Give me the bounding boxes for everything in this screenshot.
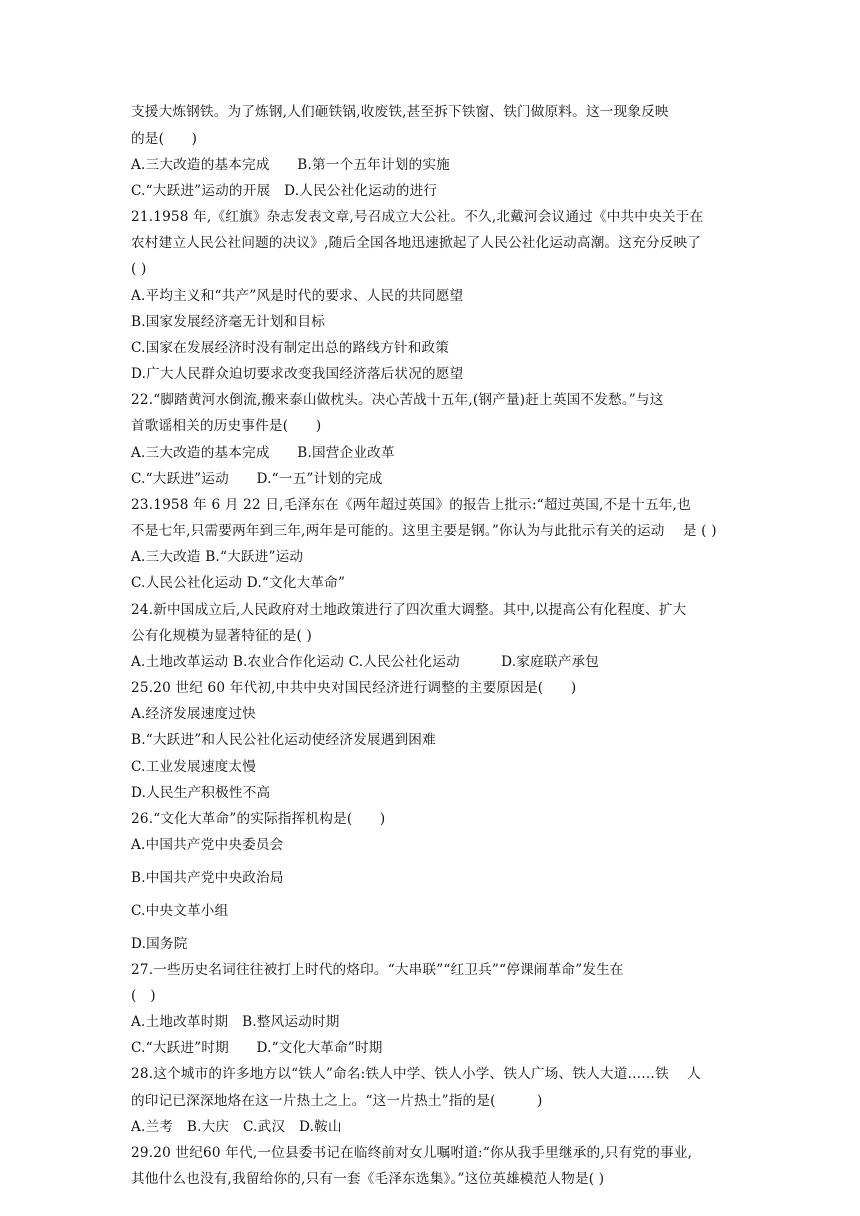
text-line: A.三大改造的基本完成 B.国营企业改革: [131, 445, 395, 461]
text-line: 27.一些历史名词往往被打上时代的烙印。“大串联”“红卫兵”“停课闹革命”发生在: [131, 962, 624, 978]
text-line: C.工业发展速度太慢: [131, 759, 256, 775]
text-line: 首歌谣相关的历史事件是( ): [131, 418, 322, 434]
text-line: B.“大跃进”和人民公社化运动使经济发展遇到困难: [131, 732, 436, 748]
text-line: 21.1958 年,《红旗》杂志发表文章,号召成立大公社。不久,北戴河会议通过《中共中央关于在: [131, 209, 704, 225]
text-line: 23.1958 年 6 月 22 日,毛泽东在《两年超过英国》的报告上批示:“超过英国,不是十五年,也: [131, 497, 691, 513]
text-line: ( ): [131, 988, 156, 1004]
text-line: A.三大改造 B.“大跃进”运动: [131, 549, 304, 565]
text-line: A.平均主义和“共产”风是时代的要求、人民的共同愿望: [131, 288, 464, 304]
text-line: A.土地改革运动 B.农业合作化运动 C.人民公社化运动 D.家庭联产承包: [131, 654, 600, 670]
text-line: 农村建立人民公社问题的决议》,随后全国各地迅速掀起了人民公社化运动高潮。这充分反映了: [131, 235, 702, 251]
text-line: A.经济发展速度过快: [131, 706, 256, 722]
text-line: C.“大跃进”时期 D.“文化大革命”时期: [131, 1040, 383, 1056]
text-line: D.人民生产积极性不高: [131, 785, 271, 801]
text-line: 的是( ): [131, 131, 198, 147]
text-line: A.土地改革时期 B.整风运动时期: [131, 1014, 340, 1030]
text-line: A.兰考 B.大庆 C.武汉 D.鞍山: [131, 1119, 342, 1135]
text-line: 28.这个城市的许多地方以“铁人”命名:铁人中学、铁人小学、铁人广场、铁人大道……铁 人: [131, 1066, 701, 1082]
text-line: C.国家在发展经济时没有制定出总的路线方针和政策: [131, 340, 450, 356]
text-line: 的印记已深深地烙在这一片热土之上。“这一片热土”指的是( ): [131, 1093, 543, 1109]
text-line: 25.20 世纪 60 年代初,中共中央对国民经济进行调整的主要原因是( ): [131, 680, 577, 696]
text-line: C.“大跃进”运动 D.“一五”计划的完成: [131, 471, 383, 487]
text-line: 不是七年,只需要两年到三年,两年是可能的。这里主要是钢。”你认为与此批示有关的运动 是 ( ): [131, 523, 717, 539]
text-line: A.三大改造的基本完成 B.第一个五年计划的实施: [131, 157, 450, 173]
text-line: 24.新中国成立后,人民政府对土地政策进行了四次重大调整。其中,以提高公有化程度、扩大: [131, 602, 687, 618]
text-line: C.人民公社化运动 D.“文化大革命”: [131, 575, 346, 591]
text-line: 22.“脚踏黄河水倒流,搬来泰山做枕头。决心苦战十五年,(钢产量)赶上英国不发愁。”与这: [131, 392, 664, 408]
text-line: 公有化规模为显著特征的是( ): [131, 628, 313, 644]
text-line: D.广大人民群众迫切要求改变我国经济落后状况的愿望: [131, 366, 464, 382]
text-line: D.国务院: [131, 936, 188, 952]
text-line: A.中国共产党中央委员会: [131, 837, 284, 853]
text-line: 26.“文化大革命”的实际指挥机构是( ): [131, 811, 386, 827]
text-line: ( ): [131, 261, 147, 277]
text-line: B.国家发展经济毫无计划和目标: [131, 314, 326, 330]
text-line: B.中国共产党中央政治局: [131, 870, 284, 886]
text-line: C.中央文革小组: [131, 903, 229, 919]
text-line: 其他什么也没有,我留给你的,只有一套《毛泽东选集》。”这位英雄模范人物是( ): [131, 1171, 605, 1187]
text-line: 29.20 世纪60 年代,一位县委书记在临终前对女儿嘱咐道:“你从我手里继承的,只有党的事业,: [131, 1145, 693, 1161]
text-line: C.“大跃进”运动的开展 D.人民公社化运动的进行: [131, 183, 438, 199]
text-line: 支援大炼钢铁。为了炼钢,人们砸铁锅,收废铁,甚至拆下铁窗、铁门做原料。这一现象反映: [131, 104, 669, 120]
